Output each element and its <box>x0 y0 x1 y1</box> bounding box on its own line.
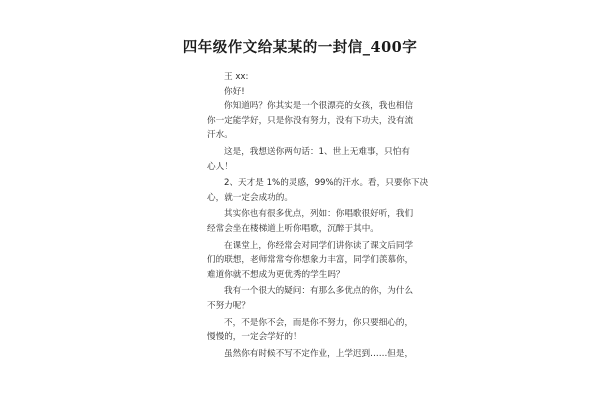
paragraph-line: 慢慢的，一定会学好的！ <box>207 332 302 343</box>
greeting-line: 你好! <box>224 86 245 97</box>
paragraph-line: 2、天才是 1%的灵感，99%的汗水。看，只要你下决 <box>224 178 429 189</box>
paragraph-line: 其实你也有很多优点，列如：你唱歌很好听，我们 <box>224 209 414 220</box>
paragraph-line: 在课堂上，你经常会对同学们讲你读了课文后同学 <box>224 240 414 251</box>
paragraph-line: 虽然你有时候不写不定作业，上学迟到……但是， <box>224 348 414 359</box>
paragraph-line: 你一定能学好，只是你没有努力，没有下功夫，没有流 <box>207 115 414 126</box>
paragraph-line: 心，就一定会成功的。 <box>207 192 293 203</box>
paragraph-line: 经常会坐在楼梯道上听你唱歌，沉醉于其中。 <box>207 223 379 234</box>
paragraph-line: 们的联想，老师常常夸你想象力丰富，同学们羡慕你， <box>207 255 414 266</box>
paragraph-line: 你知道吗？你其实是一个很漂亮的女孩，我也相信 <box>224 101 414 112</box>
paragraph-line: 这是，我想送你两句话：1、世上无难事，只怕有 <box>224 146 410 157</box>
salutation-line: 王 xx: <box>224 72 249 82</box>
paragraph-line: 不努力呢？ <box>207 300 250 311</box>
paragraph-line: 不，不是你不会，而是你不努力，你只要细心的， <box>224 317 414 328</box>
document-title: 四年级作文给某某的一封信_400字 <box>182 39 418 56</box>
letter-body <box>207 70 429 361</box>
paragraph-line: 汗水。 <box>207 130 233 141</box>
paragraph-line: 难道你就不想成为更优秀的学生吗？ <box>207 269 345 280</box>
paragraph-line: 我有一个很大的疑问：有那么多优点的你，为什么 <box>224 286 414 297</box>
paragraph-line: 心人！ <box>207 161 233 172</box>
